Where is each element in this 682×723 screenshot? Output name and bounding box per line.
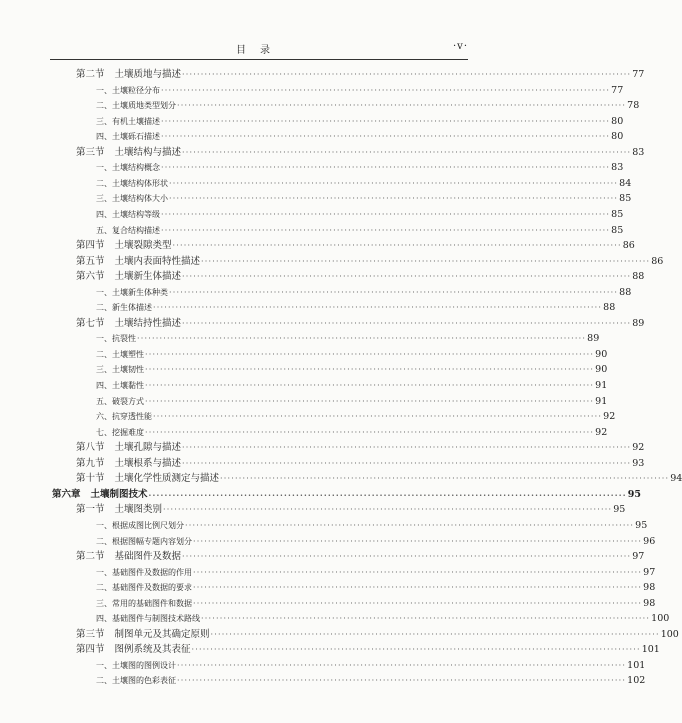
toc-entry-item[interactable] bbox=[96, 378, 608, 393]
header-rule bbox=[50, 59, 468, 60]
toc-entry-section[interactable] bbox=[76, 440, 645, 455]
toc-entry-title: 四、土壤结构等级 bbox=[96, 209, 160, 219]
toc-leader-dots: ························································································································ bbox=[177, 660, 627, 670]
toc-entry-number: 第三节 bbox=[76, 146, 105, 158]
toc-leader-dots: ························································································································ bbox=[182, 70, 632, 79]
toc-entry-page: 96 bbox=[643, 535, 656, 547]
toc-entry-page: 97 bbox=[632, 551, 645, 563]
toc-entry-item[interactable] bbox=[96, 580, 656, 595]
toc-entry-title: 四、土壤砾石描述 bbox=[96, 132, 160, 142]
toc-entry-item[interactable] bbox=[96, 409, 616, 424]
toc-entry-page: 89 bbox=[587, 333, 600, 345]
toc-entry-item[interactable] bbox=[96, 425, 608, 440]
toc-entry-item[interactable] bbox=[96, 673, 646, 688]
toc-entry-item[interactable] bbox=[96, 658, 646, 673]
toc-entry-section[interactable] bbox=[76, 316, 645, 331]
toc-entry-number: 第六章 bbox=[52, 488, 81, 500]
toc-entry-page: 100 bbox=[660, 628, 679, 640]
toc-entry-item[interactable] bbox=[96, 518, 648, 533]
toc-entry-page: 83 bbox=[632, 146, 645, 158]
toc-entry-number: 第二节 bbox=[76, 551, 105, 563]
toc-leader-dots: ························································································································ bbox=[145, 427, 595, 437]
toc-entry-title: 五、破裂方式 bbox=[96, 396, 144, 406]
toc-leader-dots: ························································································································ bbox=[161, 85, 611, 95]
toc-entry-section[interactable] bbox=[76, 627, 679, 642]
toc-entry-page: 85 bbox=[611, 208, 624, 220]
toc-entry-number: 第四节 bbox=[76, 644, 105, 656]
toc-entry-number: 第六节 bbox=[76, 271, 105, 283]
toc-entry-item[interactable] bbox=[96, 285, 632, 300]
toc-entry-page: 95 bbox=[635, 519, 648, 531]
toc-leader-dots: ························································································································ bbox=[161, 209, 611, 219]
toc-entry-section[interactable] bbox=[76, 642, 660, 657]
toc-entry-page: 85 bbox=[619, 193, 632, 205]
toc-leader-dots: ························································································································ bbox=[161, 132, 611, 142]
toc-entry-number: 第五节 bbox=[76, 255, 105, 267]
toc-entry-title: 二、土壤结构体形状 bbox=[96, 178, 168, 188]
toc-leader-dots: ························································································································ bbox=[201, 256, 651, 266]
toc-entry-page: 97 bbox=[643, 566, 656, 578]
toc-entry-item[interactable] bbox=[96, 300, 616, 315]
toc-entry-title: 三、常用的基础图件和数据 bbox=[96, 598, 192, 608]
toc-leader-dots: ························································································································ bbox=[169, 178, 619, 188]
toc-entry-title: 二、土壤图的色彩表征 bbox=[96, 676, 176, 686]
toc-entry-number: 第三节 bbox=[76, 628, 105, 640]
toc-entry-title: 四、基础图件与制图技术路线 bbox=[96, 614, 200, 624]
toc-leader-dots: ························································································································ bbox=[153, 412, 603, 422]
toc-leader-dots: ························································································································ bbox=[172, 241, 622, 251]
toc-entry-title: 土壤内表面特性描述 bbox=[114, 255, 201, 267]
toc-entry-item[interactable] bbox=[96, 114, 624, 129]
toc-leader-dots: ························································································································ bbox=[182, 552, 632, 562]
toc-entry-title: 一、土壤粒径分布 bbox=[96, 85, 160, 95]
toc-entry-item[interactable] bbox=[96, 176, 632, 191]
toc-entry-page: 92 bbox=[603, 411, 616, 423]
toc-leader-dots: ························································································································ bbox=[177, 101, 627, 111]
toc-entry-item[interactable] bbox=[96, 611, 670, 626]
toc-leader-dots: ························································································································ bbox=[182, 443, 632, 453]
toc-entry-section[interactable] bbox=[76, 67, 645, 82]
toc-entry-page: 85 bbox=[611, 224, 624, 236]
toc-entry-title: 一、土壤图的图例设计 bbox=[96, 660, 176, 670]
toc-entry-title: 土壤图类别 bbox=[114, 504, 163, 516]
toc-entry-title: 四、土壤黏性 bbox=[96, 381, 144, 390]
toc-entry-number: 第十节 bbox=[76, 473, 105, 485]
toc-entry-page: 95 bbox=[613, 504, 626, 516]
toc-entry-title: 土壤根系与描述 bbox=[114, 457, 182, 469]
toc-entry-chapter[interactable] bbox=[52, 487, 641, 502]
toc-entry-item[interactable] bbox=[96, 207, 624, 222]
toc-entry-page: 102 bbox=[627, 675, 646, 687]
toc-entry-page: 80 bbox=[611, 115, 624, 127]
toc-entry-title: 一、根据成图比例尺划分 bbox=[96, 520, 184, 530]
toc-entry-title: 一、基础图件及数据的作用 bbox=[96, 567, 192, 577]
toc-entry-page: 88 bbox=[603, 302, 616, 314]
toc-leader-dots: ························································································································ bbox=[161, 116, 611, 126]
toc-entry-page: 101 bbox=[641, 644, 660, 656]
toc-entry-item[interactable] bbox=[96, 565, 656, 580]
toc-entry-section[interactable] bbox=[76, 145, 645, 160]
toc-entry-page: 84 bbox=[619, 177, 632, 189]
toc-leader-dots: ························································································································ bbox=[145, 396, 595, 406]
toc-entry-item[interactable] bbox=[96, 362, 608, 377]
running-header bbox=[50, 40, 470, 56]
toc-entry-page: 90 bbox=[595, 348, 608, 360]
toc-entry-item[interactable] bbox=[96, 331, 600, 346]
toc-entry-page: 86 bbox=[651, 255, 664, 267]
toc-leader-dots: ························································································································ bbox=[145, 365, 595, 375]
toc-entry-page: 93 bbox=[632, 457, 645, 469]
toc-leader-dots: ························································································································ bbox=[182, 147, 632, 157]
toc-entry-item[interactable] bbox=[96, 129, 624, 144]
toc-entry-title: 七、挖掘难度 bbox=[96, 427, 144, 437]
toc-entry-title: 基础图件及数据 bbox=[114, 551, 182, 563]
toc-entry-section[interactable] bbox=[76, 549, 645, 564]
toc-entry-page: 100 bbox=[651, 613, 670, 625]
toc-entry-page: 77 bbox=[632, 69, 645, 80]
toc-leader-dots: ························································································································ bbox=[191, 645, 641, 655]
toc-entry-page: 80 bbox=[611, 131, 624, 143]
toc-entry-title: 二、根据图幅专题内容划分 bbox=[96, 536, 192, 546]
toc-entry-title: 二、土壤塑性 bbox=[96, 349, 144, 359]
toc-entry-item[interactable] bbox=[96, 534, 656, 549]
toc-entry-number: 第四节 bbox=[76, 240, 105, 252]
toc-leader-dots: ························································································································ bbox=[220, 474, 670, 484]
toc-leader-dots: ························································································································ bbox=[163, 505, 613, 515]
toc-leader-dots: ························································································································ bbox=[177, 676, 627, 686]
toc-entry-item[interactable] bbox=[96, 160, 624, 175]
toc-entry-title: 六、抗穿透性能 bbox=[96, 412, 152, 422]
toc-entry-page: 95 bbox=[627, 488, 641, 500]
toc-entry-page: 90 bbox=[595, 364, 608, 376]
toc-entry-page: 91 bbox=[595, 380, 608, 391]
toc-entry-section[interactable] bbox=[76, 269, 645, 284]
toc-entry-item[interactable] bbox=[96, 394, 608, 409]
toc-entry-title: 土壤化学性质测定与描述 bbox=[114, 473, 220, 485]
toc-entry-page: 94 bbox=[670, 473, 682, 485]
toc-leader-dots: ························································································································ bbox=[145, 381, 595, 390]
toc-entry-title: 一、土壤结构概念 bbox=[96, 163, 160, 173]
toc-leader-dots: ························································································································ bbox=[201, 614, 651, 624]
toc-entry-title: 二、新生体描述 bbox=[96, 303, 152, 313]
toc-entry-title: 一、土壤新生体种类 bbox=[96, 287, 168, 297]
toc-entry-number: 第一节 bbox=[76, 504, 105, 516]
toc-entry-section[interactable] bbox=[76, 456, 645, 471]
toc-entry-section[interactable] bbox=[76, 471, 682, 486]
toc-leader-dots: ························································································································ bbox=[137, 334, 587, 344]
toc-leader-dots: ························································································································ bbox=[153, 303, 603, 313]
toc-entry-page: 86 bbox=[622, 240, 635, 252]
toc-leader-dots: ························································································································ bbox=[169, 194, 619, 204]
toc-entry-title: 一、抗裂性 bbox=[96, 334, 136, 344]
toc-entry-page: 92 bbox=[595, 426, 608, 438]
toc-leader-dots: ························································································································ bbox=[161, 163, 611, 173]
toc-entry-page: 92 bbox=[632, 442, 645, 454]
toc-entry-title: 土壤孔隙与描述 bbox=[114, 442, 182, 454]
page-header-title: 目录 bbox=[236, 45, 284, 56]
toc-entry-title: 图例系统及其表征 bbox=[114, 644, 191, 656]
toc-entry-title: 制图单元及其确定原则 bbox=[114, 628, 210, 640]
toc-entry-page: 88 bbox=[619, 286, 632, 298]
toc-entry-item[interactable] bbox=[96, 223, 624, 238]
toc-entry-page: 91 bbox=[595, 395, 608, 407]
toc-entry-number: 第七节 bbox=[76, 317, 105, 329]
toc-entry-title: 三、有机土壤描述 bbox=[96, 116, 160, 126]
toc-entry-page: 101 bbox=[627, 659, 646, 671]
toc-entry-title: 三、土壤韧性 bbox=[96, 365, 144, 375]
toc-entry-title: 土壤新生体描述 bbox=[114, 271, 182, 283]
toc-entry-title: 土壤结构与描述 bbox=[114, 146, 182, 158]
toc-entry-page: 78 bbox=[627, 100, 640, 112]
toc-leader-dots: ························································································································ bbox=[193, 598, 643, 608]
toc-leader-dots: ························································································································ bbox=[210, 629, 660, 639]
toc-entry-title: 土壤质地与描述 bbox=[114, 69, 182, 80]
toc-entry-item[interactable] bbox=[96, 98, 640, 113]
toc-leader-dots: ························································································································ bbox=[193, 536, 643, 546]
toc-leader-dots: ························································································································ bbox=[185, 520, 635, 530]
toc-entry-title: 土壤结持性描述 bbox=[114, 317, 182, 329]
toc-entry-page: 98 bbox=[643, 582, 656, 594]
toc-entry-page: 88 bbox=[632, 271, 645, 283]
toc-entry-item[interactable] bbox=[96, 347, 608, 362]
toc-entry-section[interactable] bbox=[76, 502, 626, 517]
toc-entry-item[interactable] bbox=[96, 596, 656, 611]
toc-entry-title: 五、复合结构描述 bbox=[96, 225, 160, 235]
toc-entry-title: 二、基础图件及数据的要求 bbox=[96, 583, 192, 593]
toc-entry-number: 第八节 bbox=[76, 442, 105, 454]
toc-entry-title: 土壤制图技术 bbox=[90, 488, 148, 500]
toc-leader-dots: ························································································································ bbox=[169, 287, 619, 297]
page-number: ·v· bbox=[452, 41, 468, 52]
toc-entry-title: 三、土壤结构体大小 bbox=[96, 194, 168, 204]
toc-leader-dots: ························································································································ bbox=[148, 489, 627, 500]
toc-entry-title: 二、土壤质地类型划分 bbox=[96, 101, 176, 111]
toc-entry-page: 77 bbox=[611, 84, 624, 96]
toc-leader-dots: ························································································································ bbox=[182, 272, 632, 282]
toc-leader-dots: ························································································································ bbox=[182, 318, 632, 328]
toc-leader-dots: ························································································································ bbox=[145, 349, 595, 359]
toc-entry-title: 土壤裂隙类型 bbox=[114, 240, 172, 252]
toc-entry-item[interactable] bbox=[96, 191, 632, 206]
toc-leader-dots: ························································································································ bbox=[161, 225, 611, 235]
toc-leader-dots: ························································································································ bbox=[193, 567, 643, 577]
toc-entry-page: 89 bbox=[632, 317, 645, 329]
toc-entry-section[interactable] bbox=[76, 238, 635, 253]
toc-leader-dots: ························································································································ bbox=[193, 583, 643, 593]
toc-entry-number: 第九节 bbox=[76, 457, 105, 469]
toc-entry-page: 98 bbox=[643, 597, 656, 609]
toc-entry-number: 第二节 bbox=[76, 69, 105, 80]
toc-entry-item[interactable] bbox=[96, 83, 624, 98]
toc-entry-page: 83 bbox=[611, 162, 624, 174]
toc-leader-dots: ························································································································ bbox=[182, 458, 632, 468]
toc-entry-section[interactable] bbox=[76, 254, 664, 269]
